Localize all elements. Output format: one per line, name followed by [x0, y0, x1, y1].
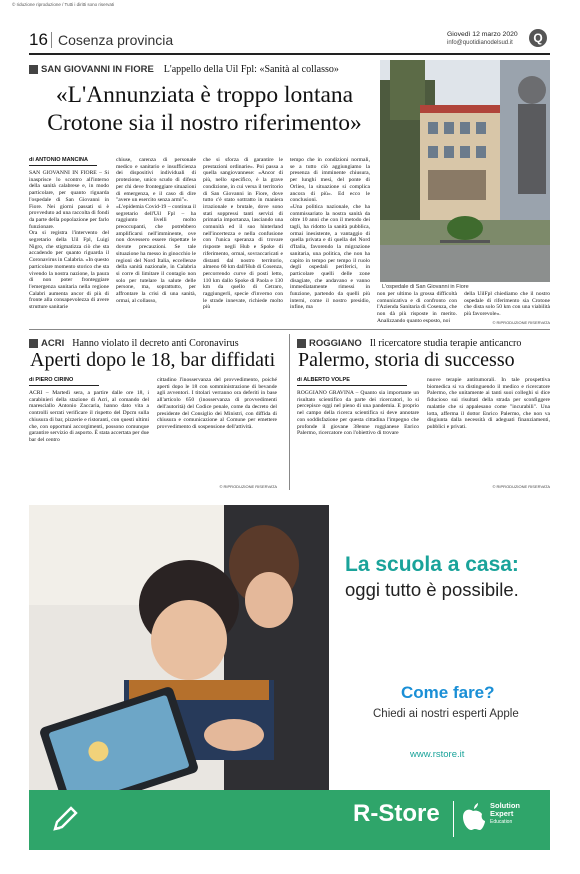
ad-headline-1: La scuola a casa:	[345, 553, 519, 576]
main-byline: di ANTONIO MANCINA	[29, 157, 88, 163]
main-kicker-tag: L'appello della Uil Fpl: «Sanità al collasso»	[163, 63, 339, 75]
ad-right-panel	[329, 505, 550, 790]
main-headline-line1: «L'Annunziata è troppo lontana	[55, 82, 354, 108]
ad-headline-2: oggi tutto è possibile.	[345, 579, 519, 600]
main-kicker	[29, 60, 339, 75]
kicker-square-icon	[297, 339, 306, 348]
main-column-2: chiuse, carenza di personale medico e sanitario e insufficienza dei dispositivi individuali di protezione, unico scudo di difesa per chi deve fronteggiare situazioni di emergenza, e il caso di dire "avere un esercito senza armi"». «L'epidemia Covid-19 – continua il segretario dell'Uil Fpl – ha raggiunto livelli molto preoccupanti, che potrebbero amplificarsi nell'imminente, ove non dovessero essere rispettate le dovute precauzioni. Se tale situazione ha messo in ginocchio le regioni del Nord Italia, eccellenze della sanità nazionale, in Calabria si corre di limitare il contagio non solo per tutelare la salute delle persone, ma, soprattutto, per affrontare la crisi di una sanità, ormai, al collasso,	[116, 157, 196, 304]
acri-byline: di PIERO CIRINO	[29, 377, 74, 383]
hospital-illustration	[380, 60, 550, 282]
kicker-square-icon	[29, 339, 38, 348]
main-column-6: della UilFpl chiediamo che il nostro ospedale di riferimento sia Crotone che dista solo 50 km con una viabilità più favorevole».	[464, 291, 550, 318]
roggiano-column-2: nuove terapie antitumorali. In tale prospettiva biomedica si va distinguendo il medico e ricercatore Palermo, che unitamente ai tanti suoi colleghi si dice fiducioso sui risultati della strada per sconfiggere malattie che si appalesano come "incurabili". Una lotta, afferma il dottor Enrico Palermo, che non va disgiunta dalla necessità di adeguati finanziamenti, pubblici e privati.	[427, 377, 550, 430]
ad-brand: R-Store	[353, 800, 440, 827]
apple-logo-icon	[461, 802, 485, 832]
ad-subline: Chiedi ai nostri esperti Apple	[373, 708, 519, 720]
acri-column-1: ACRI – Martedì sera, a partire dalle ore 18, i carabinieri della stazione di Acri, al comando del maresciallo Antonio Zaccaria, hanno dato vita a controlli serrati verificare il rispetto del Dpcm sulla chiusura di bar, pizzerie e ristoranti, con questi ultimi che, con opportuni accorgimenti, possono comunque garantire servizio di asporto. È stata accertata per due bar del centro	[29, 390, 149, 443]
ad-badge-line2: Expert	[490, 809, 514, 818]
roggiano-column-1: ROGGIANO GRAVINA – Quanto sia importante un risultato scientifico da parte dei ricercatori, lo si percepisce oggi nel pieno di una pandemia. E proprio nel campo della ricerca scientifica si deve annotare con soddisfazione per questa cittadina l'impegno che profonde il giovane 38enne roggianese Enrico Palermo, ricercatore con l'obiettivo di trovare	[297, 390, 419, 437]
main-copyright: © RIPRODUZIONE RISERVATA	[492, 320, 550, 325]
section-title: Cosenza provincia	[58, 32, 174, 48]
ad-brand-divider	[453, 801, 454, 837]
copyright-stamp: © riduzione riproduzione / Tutti i diritti sono riservati	[12, 2, 115, 7]
ad-question: Come fare?	[401, 683, 495, 702]
roggiano-byline: di ALBERTO VOLPE	[297, 377, 350, 383]
acri-kicker-label: ACRI	[41, 337, 65, 349]
main-headline	[32, 81, 377, 137]
acri-column-2: cittadino l'inosservanza del provvedimento, poiché aperti dopo le 18 con somministrazione di bevande agli avventori. I titolari verranno ora deferiti in base all'articolo 650 (inosservanza di provvedimenti dell'autorità) del Codice penale, come da decreto del presidente del Consiglio dei Ministri, con diffida di chiusura e comunicazione al Comune per emettere provvedimento di sospensione dell'attività.	[157, 377, 277, 430]
roggiano-kicker-tag: Il ricercatore studia terapie anticancro	[369, 337, 522, 349]
advertisement[interactable]	[29, 505, 550, 850]
main-column-3: che si sforza di garantire le prestazioni ordinarie». Poi passa a quella sangiovannese: «Ancor di più, nello specifico, è la grave condizione, in cui versa il territorio di San Giovanni in Fiore, dove tutto c'è stato sottratto in maniera irrazionale e brutale, dove sono stati soppressi tanti servizi di primaria importanza, lasciando una comunità ed il suo hinterland nell'incertezza e nella confusione con l'unica speranza di trovare risposte negli Hub e Spoke di riferimento, ormai, sovraccaricati e distanti dal nostro territorio, almeno 60 km dall'Hub di Cosenza, percorrendo curve di posti letto, 110 km dallo Spoke di Paola e 130 km da quello di Cetraro, raggiungerli, specie d'inverno con le strade innevate, richiede molto più	[203, 157, 283, 311]
main-headline-line2: Crotone sia il nostro riferimento»	[47, 110, 362, 136]
acri-headline: Aperti dopo le 18, bar diffidati	[30, 349, 276, 371]
logo-letter: Q	[533, 31, 543, 45]
header-date: Giovedì 12 marzo 2020	[447, 31, 518, 38]
hospital-photo	[380, 60, 550, 282]
header-email: info@quotidianodelsud.it	[447, 40, 513, 46]
roggiano-kicker-label: ROGGIANO	[309, 337, 362, 349]
roggiano-headline: Palermo, storia di successo	[298, 349, 515, 371]
main-column-1: SAN GIOVANNI IN FIORE – Si inasprisce lo scontro all'interno della sanità calabrese e, in modo particolare, per quanto riguarda l'ospedale di San Giovanni in Fiore. Nei giorni passati si è provveduto ad una raccolta di fondi da parte della popolazione per farlo funzionare. Ora si registra l'intervento del segretario della Uil Fpl, Luigi Nigro, che stigmatizza ciò che sta accadendo per quanto riguarda il Coronavirus in Calabria. «In questo particolare momento storico che sta vivendo la nostra nazione, la paura di non poter fronteggiare l'emergenza sanitaria nella regione Calabri aumenta ancor di più di fronte alla consapevolezza di avere strutture sanitarie	[29, 170, 110, 311]
ad-url-link[interactable]: www.rstore.it	[410, 749, 465, 760]
acri-copyright: © RIPRODUZIONE RISERVATA	[219, 484, 277, 489]
main-column-4: tempo che in condizioni normali, se a tutto ciò aggiungiamo la presenza di imminente chiusura, per lunghi mesi, del ponte di Orlieo, la situazione si complica ancora di più». Ed ecco le conclusioni. «Una politica nazionale, che ha commissariato la nostra sanità da oltre 10 anni che con il metodo dei tagli, ha ridotto la sanità pubblica, ormai inesistente, a vantaggio di quella privata e di quella del Nord d'Italia, favorendo la migrazione sanitaria, una politica, che non ha capito in tempo per tempo il ruolo degli ospedali periferici, in particolare quelli delle zone disagiate, che andavano e vanno immediatamente rimessi in funzione, partendo da quelli più interni, come il nostro presidio, infine, ma	[290, 157, 370, 311]
ad-badge	[490, 802, 520, 826]
kicker-square-icon	[29, 65, 38, 74]
page-header	[29, 28, 549, 52]
roggiano-copyright: © RIPRODUZIONE RISERVATA	[492, 484, 550, 489]
newspaper-logo	[529, 29, 547, 47]
main-kicker-label: SAN GIOVANNI IN FIORE	[41, 63, 154, 75]
ad-badge-line1: Solution	[490, 801, 520, 810]
acri-kicker-tag: Hanno violato il decreto anti Coronavirus	[72, 337, 239, 349]
pencil-icon	[49, 801, 83, 835]
page-number: 16	[29, 30, 48, 49]
main-column-5: non per ultimo la grossa difficoltà comunicativa e di confronto con l'Azienda Sanitaria di Cosenza, che non dà più risposte in merito. Analizzando quanto esposto, noi	[377, 291, 457, 324]
ad-badge-line3: Education	[490, 819, 513, 825]
photo-caption: L'ospedale di San Giovanni in Fiore	[382, 284, 469, 290]
